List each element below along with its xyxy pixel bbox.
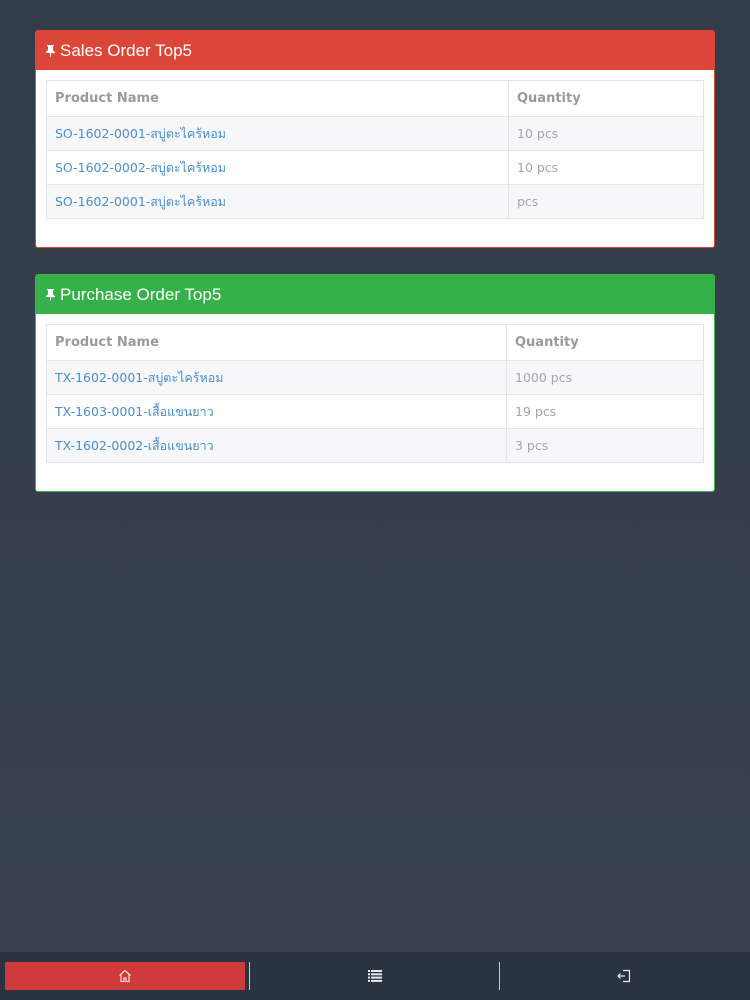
purchase-order-table bbox=[46, 324, 704, 463]
logout-tab[interactable] bbox=[501, 962, 747, 990]
purchase-order-panel bbox=[35, 274, 715, 492]
column-header-quantity: Quantity bbox=[509, 81, 704, 117]
column-header-product: Product Name bbox=[47, 81, 509, 117]
home-icon bbox=[118, 969, 132, 983]
product-link[interactable]: SO-1602-0001-สบู่ตะไคร้หอม bbox=[47, 117, 509, 151]
table-header-row bbox=[47, 325, 704, 361]
home-tab[interactable] bbox=[5, 962, 245, 990]
quantity-cell: 10 pcs bbox=[509, 117, 704, 151]
sales-order-header bbox=[36, 31, 714, 70]
bottom-nav-bar bbox=[0, 952, 750, 1000]
quantity-cell: pcs bbox=[509, 185, 704, 219]
table-row bbox=[47, 395, 704, 429]
product-link[interactable]: TX-1602-0002-เสื้อแขนยาว bbox=[47, 429, 507, 463]
table-row bbox=[47, 429, 704, 463]
table-header-row bbox=[47, 81, 704, 117]
quantity-cell: 1000 pcs bbox=[507, 361, 704, 395]
sales-order-table bbox=[46, 80, 704, 219]
column-header-product: Product Name bbox=[47, 325, 507, 361]
sales-order-panel bbox=[35, 30, 715, 248]
pin-icon bbox=[45, 289, 56, 301]
nav-divider bbox=[249, 962, 250, 990]
quantity-cell: 10 pcs bbox=[509, 151, 704, 185]
quantity-cell: 3 pcs bbox=[507, 429, 704, 463]
pin-icon bbox=[45, 45, 56, 57]
nav-divider bbox=[499, 962, 500, 990]
table-row bbox=[47, 117, 704, 151]
column-header-quantity: Quantity bbox=[507, 325, 704, 361]
purchase-order-header bbox=[36, 275, 714, 314]
quantity-cell: 19 pcs bbox=[507, 395, 704, 429]
purchase-order-title: Purchase Order Top5 bbox=[60, 284, 222, 304]
table-row bbox=[47, 151, 704, 185]
list-tab[interactable] bbox=[252, 962, 498, 990]
list-icon bbox=[368, 970, 382, 982]
product-link[interactable]: TX-1603-0001-เสื้อแขนยาว bbox=[47, 395, 507, 429]
sales-order-title: Sales Order Top5 bbox=[60, 40, 192, 60]
table-row bbox=[47, 185, 704, 219]
product-link[interactable]: SO-1602-0001-สบู่ตะไคร้หอม bbox=[47, 185, 509, 219]
product-link[interactable]: TX-1602-0001-สบู่ตะไคร้หอม bbox=[47, 361, 507, 395]
logout-icon bbox=[617, 969, 631, 983]
table-row bbox=[47, 361, 704, 395]
product-link[interactable]: SO-1602-0002-สบู่ตะไคร้หอม bbox=[47, 151, 509, 185]
